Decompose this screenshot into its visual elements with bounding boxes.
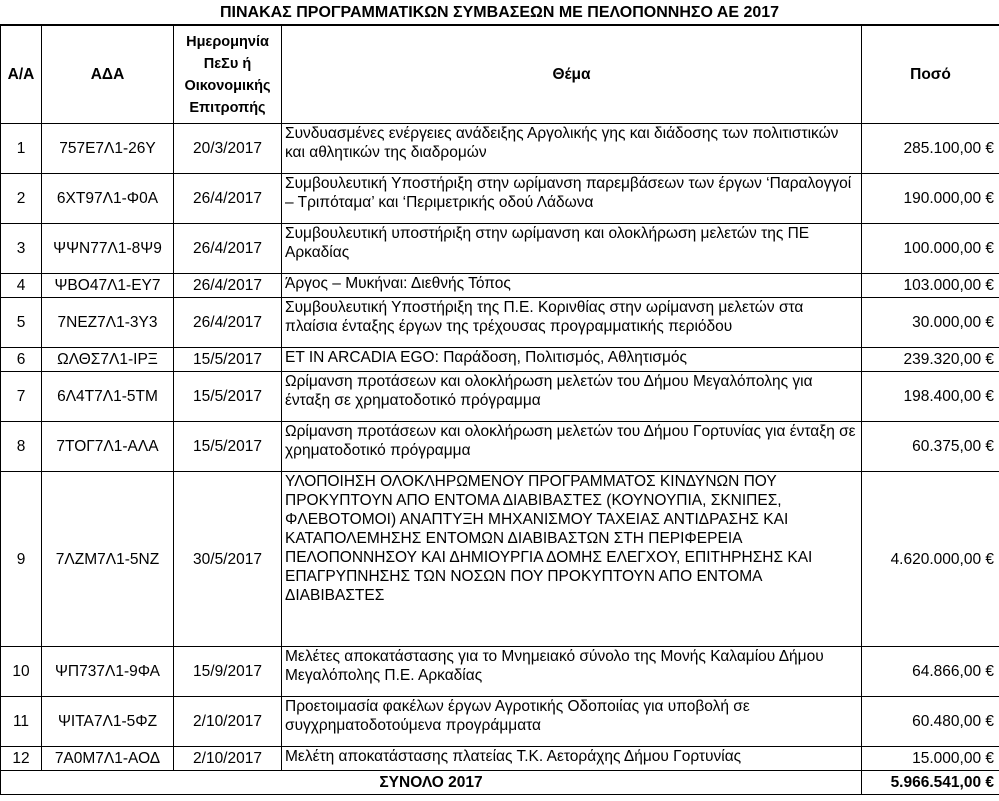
row-amount: 239.320,00 € bbox=[862, 348, 999, 372]
row-number: 11 bbox=[1, 697, 42, 747]
row-number: 6 bbox=[1, 348, 42, 372]
row-amount: 30.000,00 € bbox=[862, 298, 999, 348]
total-row bbox=[1, 771, 999, 795]
row-subject: Συνδυασμένες ενέργειες ανάδειξης Αργολικής γης και διάδοσης των πολιτιστικών και αθλητικών της διαδρομών bbox=[282, 124, 862, 174]
row-amount: 103.000,00 € bbox=[862, 274, 999, 298]
row-date: 30/5/2017 bbox=[174, 472, 282, 647]
row-date: 15/9/2017 bbox=[174, 647, 282, 697]
header-date-line3: Οικονομικής bbox=[184, 77, 271, 94]
table-title: ΠΙΝΑΚΑΣ ΠΡΟΓΡΑΜΜΑΤΙΚΩΝ ΣΥΜΒΑΣΕΩΝ ΜΕ ΠΕΛΟΠΟΝΝΗΣΟ ΑΕ 2017 bbox=[0, 0, 999, 25]
table-row bbox=[1, 472, 999, 647]
row-subject: ΥΛΟΠΟΙΗΣΗ ΟΛΟΚΛΗΡΩΜΕΝΟΥ ΠΡΟΓΡΑΜΜΑΤΟΣ ΚΙΝΔΥΝΩΝ ΠΟΥ ΠΡΟΚΥΠΤΟΥΝ ΑΠΟ ΕΝΤΟΜΑ ΔΙΑΒΙΒΑΣΤΕΣ (ΚΟΥΝΟΥΠΙΑ, ΣΚΝΙΠΕΣ, ΦΛΕΒΟΤΟΜΟΙ) ΑΝΑΠΤΥΞΗ ΜΗΧΑΝΙΣΜΟΥ ΤΑΧΕΙΑΣ ΑΝΤΙΔΡΑΣΗΣ ΚΑΙ ΚΑΤΑΠΟΛΕΜΗΣΗΣ ΕΝΤΟΜΩΝ ΔΙΑΒΙΒΑΣΤΩΝ ΣΤΗ ΠΕΡΙΦΕΡΕΙΑ ΠΕΛΟΠΟΝΝΗΣΟΥ ΚΑΙ ΔΗΜΙΟΥΡΓΙΑ ΔΟΜΗΣ ΕΛΕΓΧΟΥ, ΕΠΙΤΗΡΗΣΗΣ ΚΑΙ ΕΠΑΓΡΥΠΝΗΣΗΣ ΤΩΝ ΝΟΣΩΝ ΠΟΥ ΠΡΟΚΥΠΤΟΥΝ ΑΠΟ ΕΝΤΟΜΑ ΔΙΑΒΙΒΑΣΤΕΣ bbox=[282, 472, 862, 647]
row-date: 15/5/2017 bbox=[174, 372, 282, 422]
row-ada: 6Λ4Τ7Λ1-5ΤΜ bbox=[42, 372, 174, 422]
row-ada: ΨΒΟ47Λ1-ΕΥ7 bbox=[42, 274, 174, 298]
row-date: 2/10/2017 bbox=[174, 747, 282, 771]
row-subject: Συμβουλευτική Υποστήριξη στην ωρίμανση παρεμβάσεων των έργων ‘Παραλογγοί – Τριπόταμα’ και ‘Περιμετρικής οδού Λάδωνα bbox=[282, 174, 862, 224]
total-label: ΣΥΝΟΛΟ 2017 bbox=[1, 771, 862, 795]
table-row bbox=[1, 747, 999, 771]
row-ada: 6ΧΤ97Λ1-Φ0Α bbox=[42, 174, 174, 224]
table-row bbox=[1, 274, 999, 298]
row-number: 5 bbox=[1, 298, 42, 348]
table-row bbox=[1, 174, 999, 224]
row-subject: Συμβουλευτική Υποστήριξη της Π.Ε. Κορινθίας στην ωρίμανση μελετών στα πλαίσια ένταξης έργων της τρέχουσας προγραμματικής περιόδου bbox=[282, 298, 862, 348]
row-subject: Άργος – Μυκήναι: Διεθνής Τόπος bbox=[282, 274, 862, 298]
row-amount: 4.620.000,00 € bbox=[862, 472, 999, 647]
row-number: 9 bbox=[1, 472, 42, 647]
row-date: 2/10/2017 bbox=[174, 697, 282, 747]
row-subject: ET IN ARCADIA EGO: Παράδοση, Πολιτισμός, Αθλητισμός bbox=[282, 348, 862, 372]
table-row bbox=[1, 372, 999, 422]
row-date: 15/5/2017 bbox=[174, 422, 282, 472]
row-amount: 190.000,00 € bbox=[862, 174, 999, 224]
row-subject: Μελέτες αποκατάστασης για το Μνημειακό σύνολο της Μονής Καλαμίου Δήμου Μεγαλόπολης Π.Ε. Αρκαδίας bbox=[282, 647, 862, 697]
row-subject: Συμβουλευτική υποστήριξη στην ωρίμανση και ολοκλήρωση μελετών της ΠΕ Αρκαδίας bbox=[282, 224, 862, 274]
header-date-line2: ΠεΣυ ή bbox=[203, 55, 252, 72]
row-number: 12 bbox=[1, 747, 42, 771]
header-amount: Ποσό bbox=[862, 26, 999, 124]
row-amount: 60.375,00 € bbox=[862, 422, 999, 472]
row-subject: Ωρίμανση προτάσεων και ολοκλήρωση μελετών του Δήμου Γορτυνίας για ένταξη σε χρηματοδοτικό πρόγραμμα bbox=[282, 422, 862, 472]
header-aa: Α/Α bbox=[1, 26, 42, 124]
table-row bbox=[1, 647, 999, 697]
row-ada: 7ΛΖΜ7Λ1-5ΝΖ bbox=[42, 472, 174, 647]
header-date bbox=[174, 26, 282, 124]
row-date: 20/3/2017 bbox=[174, 124, 282, 174]
row-date: 15/5/2017 bbox=[174, 348, 282, 372]
row-ada: ΨΨΝ77Λ1-8Ψ9 bbox=[42, 224, 174, 274]
row-number: 2 bbox=[1, 174, 42, 224]
row-number: 7 bbox=[1, 372, 42, 422]
table-row bbox=[1, 224, 999, 274]
table-row bbox=[1, 348, 999, 372]
row-ada: 7ΝΕΖ7Λ1-3Υ3 bbox=[42, 298, 174, 348]
row-ada: 757Ε7Λ1-26Υ bbox=[42, 124, 174, 174]
table-row bbox=[1, 697, 999, 747]
row-amount: 100.000,00 € bbox=[862, 224, 999, 274]
row-number: 1 bbox=[1, 124, 42, 174]
row-ada: ΨΠ737Λ1-9ΦΑ bbox=[42, 647, 174, 697]
total-amount: 5.966.541,00 € bbox=[862, 771, 999, 795]
row-amount: 285.100,00 € bbox=[862, 124, 999, 174]
row-amount: 60.480,00 € bbox=[862, 697, 999, 747]
contracts-table bbox=[0, 25, 999, 795]
row-subject: Ωρίμανση προτάσεων και ολοκλήρωση μελετών του Δήμου Μεγαλόπολης για ένταξη σε χρηματοδοτικό πρόγραμμα bbox=[282, 372, 862, 422]
table-row bbox=[1, 422, 999, 472]
row-subject: Προετοιμασία φακέλων έργων Αγροτικής Οδοποιίας για υποβολή σε συγχρηματοδοτούμενα προγράμματα bbox=[282, 697, 862, 747]
row-date: 26/4/2017 bbox=[174, 224, 282, 274]
header-subject: Θέμα bbox=[282, 26, 862, 124]
row-number: 10 bbox=[1, 647, 42, 697]
header-date-line4: Επιτροπής bbox=[189, 99, 266, 116]
row-ada: 7Α0Μ7Λ1-ΑΟΔ bbox=[42, 747, 174, 771]
row-amount: 15.000,00 € bbox=[862, 747, 999, 771]
row-number: 3 bbox=[1, 224, 42, 274]
row-number: 4 bbox=[1, 274, 42, 298]
header-ada: ΑΔΑ bbox=[42, 26, 174, 124]
row-date: 26/4/2017 bbox=[174, 298, 282, 348]
row-number: 8 bbox=[1, 422, 42, 472]
table-row bbox=[1, 124, 999, 174]
row-ada: 7ΤΟΓ7Λ1-ΑΛΑ bbox=[42, 422, 174, 472]
row-date: 26/4/2017 bbox=[174, 174, 282, 224]
row-subject: Μελέτη αποκατάστασης πλατείας Τ.Κ. Αετοράχης Δήμου Γορτυνίας bbox=[282, 747, 862, 771]
row-amount: 64.866,00 € bbox=[862, 647, 999, 697]
row-ada: ΩΛΘΣ7Λ1-ΙΡΞ bbox=[42, 348, 174, 372]
row-amount: 198.400,00 € bbox=[862, 372, 999, 422]
header-date-line1: Ημερομηνία bbox=[186, 33, 269, 50]
table-row bbox=[1, 298, 999, 348]
header-row bbox=[1, 26, 999, 124]
table-body bbox=[1, 124, 999, 771]
row-date: 26/4/2017 bbox=[174, 274, 282, 298]
row-ada: ΨΙΤΑ7Λ1-5ΦΖ bbox=[42, 697, 174, 747]
